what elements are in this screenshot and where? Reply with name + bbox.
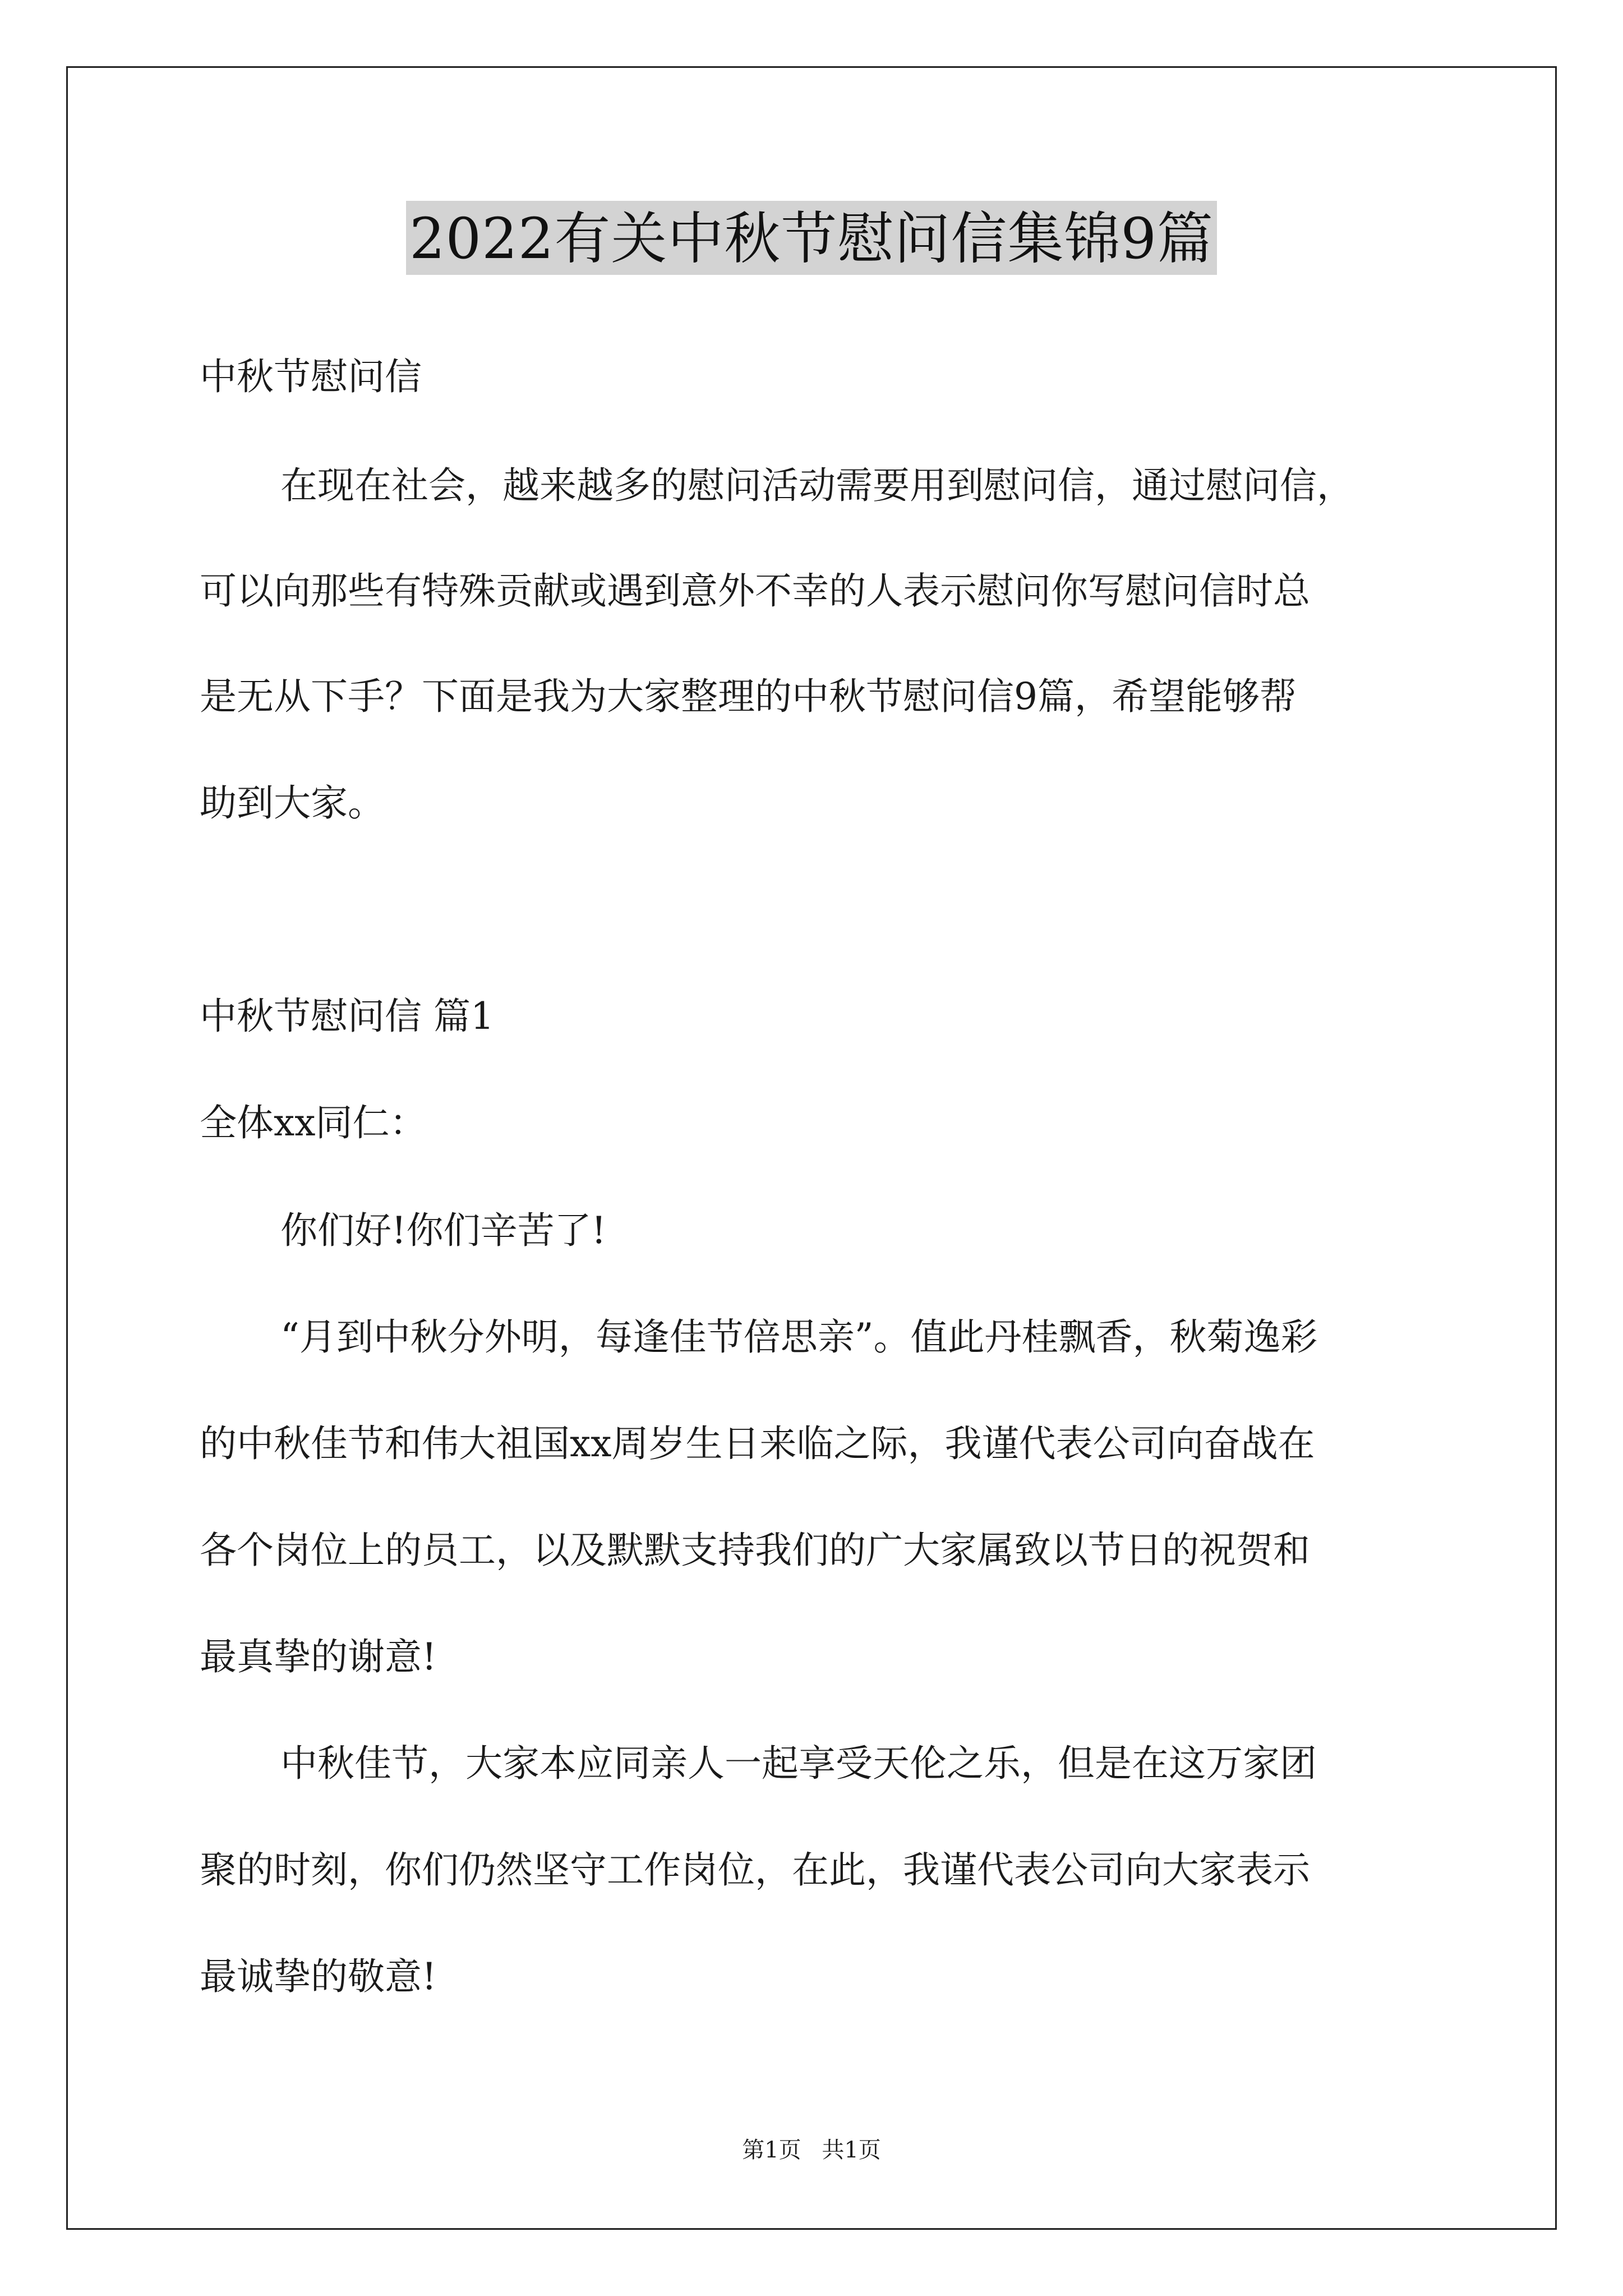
paragraph-line: 助到大家。: [200, 781, 385, 825]
title-wrapper: [0, 201, 1623, 275]
paragraph-line: 聚的时刻，你们仍然坚守工作岗位，在此，我谨代表公司向大家表示: [200, 1848, 1310, 1892]
page-number: 第1页: [742, 2137, 801, 2163]
page-footer: [0, 2136, 1623, 2164]
page-count: 共1页: [822, 2137, 881, 2163]
paragraph-line: 最诚挚的敬意!: [200, 1955, 437, 1998]
paragraph-line: 是无从下手？下面是我为大家整理的中秋节慰问信9篇，希望能够帮: [200, 675, 1297, 718]
section-heading: 中秋节慰问信: [200, 355, 422, 398]
salutation: 全体xx同仁：: [200, 1101, 427, 1144]
letter-heading: 中秋节慰问信 篇1: [200, 995, 494, 1038]
paragraph-line: 可以向那些有特殊贡献或遇到意外不幸的人表示慰问你写慰问信时总: [200, 569, 1310, 613]
paragraph-line: 在现在社会，越来越多的慰问活动需要用到慰问信，通过慰问信，: [280, 464, 1354, 507]
paragraph-line: 中秋佳节，大家本应同亲人一起享受天伦之乐，但是在这万家团: [280, 1742, 1317, 1785]
document-title: 2022有关中秋节慰问信集锦9篇: [406, 201, 1217, 275]
paragraph-line: 的中秋佳节和伟大祖国xx周岁生日来临之际，我谨代表公司向奋战在: [200, 1422, 1315, 1465]
paragraph-line: “月到中秋分外明，每逢佳节倍思亲”。值此丹桂飘香，秋菊逸彩: [280, 1315, 1318, 1359]
paragraph-line: 各个岗位上的员工，以及默默支持我们的广大家属致以节日的祝贺和: [200, 1529, 1310, 1572]
greeting-line: 你们好!你们辛苦了!: [280, 1209, 607, 1252]
paragraph-line: 最真挚的谢意!: [200, 1635, 437, 1678]
